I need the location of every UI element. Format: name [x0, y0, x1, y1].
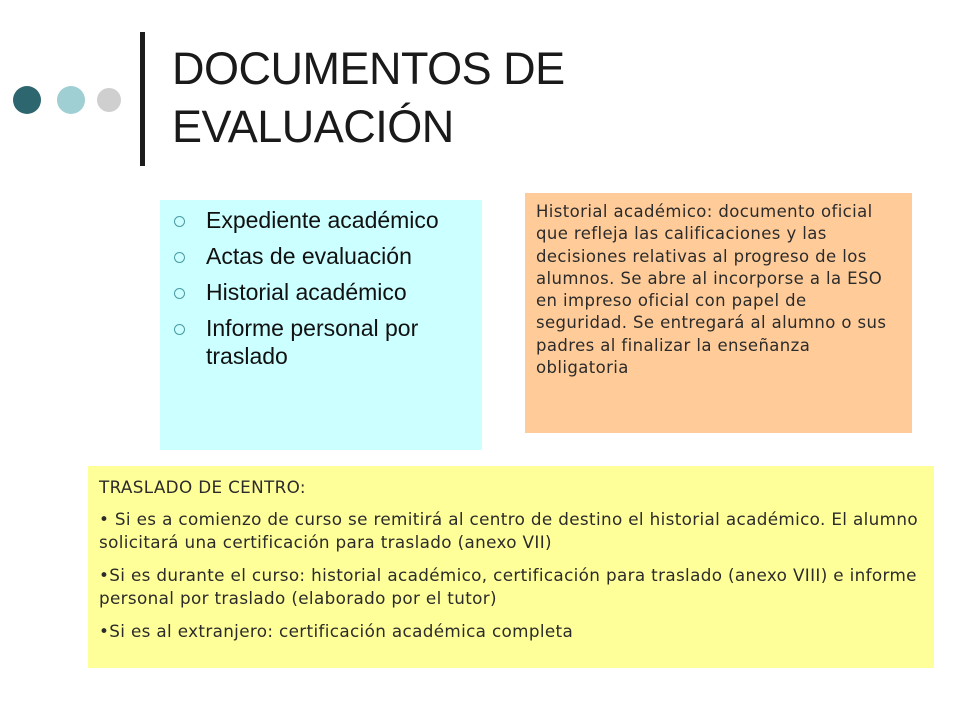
traslado-item: • Si es a comienzo de curso se remitirá al centro de destino el historial académico. El alumno solicitará una certificación para traslado (anexo VII): [99, 509, 918, 552]
list-item-label: Historial académico: [206, 279, 407, 305]
traslado-item: •Si es al extranjero: certificación académica completa: [99, 621, 574, 641]
slide-title-line1: DOCUMENTOS DE: [172, 43, 565, 94]
list-item-label: Informe personal por traslado: [206, 315, 419, 369]
list-item: [174, 206, 482, 234]
list-item: [174, 314, 482, 370]
list-item-label: Actas de evaluación: [206, 243, 412, 269]
decor-dot-grey: [97, 88, 121, 112]
historial-note-box: [525, 193, 912, 433]
circle-bullet-icon: [174, 324, 185, 335]
list-item: [174, 242, 482, 270]
documents-list-box: [160, 200, 482, 450]
slide-title-line2: EVALUACIÓN: [172, 101, 454, 152]
decor-dot-light: [57, 86, 85, 114]
decor-dot-dark: [13, 86, 41, 114]
title-divider: [140, 32, 145, 166]
circle-bullet-icon: [174, 252, 185, 263]
slide-title: [172, 40, 812, 156]
list-item: [174, 278, 482, 306]
documents-list: [174, 206, 482, 370]
historial-note-text: Historial académico: documento oficial que refleja las calificaciones y las decisiones relativas al progreso de los alumnos. Se abre al incorporse a la ESO en impreso oficial con papel de seguridad. Se entregará al alumno o sus padres al finalizar la enseñanza obligatoria: [536, 202, 887, 378]
circle-bullet-icon: [174, 288, 185, 299]
traslado-heading: TRASLADO DE CENTRO:: [99, 477, 306, 497]
circle-bullet-icon: [174, 216, 185, 227]
list-item-label: Expediente académico: [206, 207, 439, 233]
traslado-box: [88, 466, 934, 668]
traslado-item: •Si es durante el curso: historial académico, certificación para traslado (anexo VIII) e informe personal por traslado (elaborado por el tutor): [99, 565, 917, 608]
